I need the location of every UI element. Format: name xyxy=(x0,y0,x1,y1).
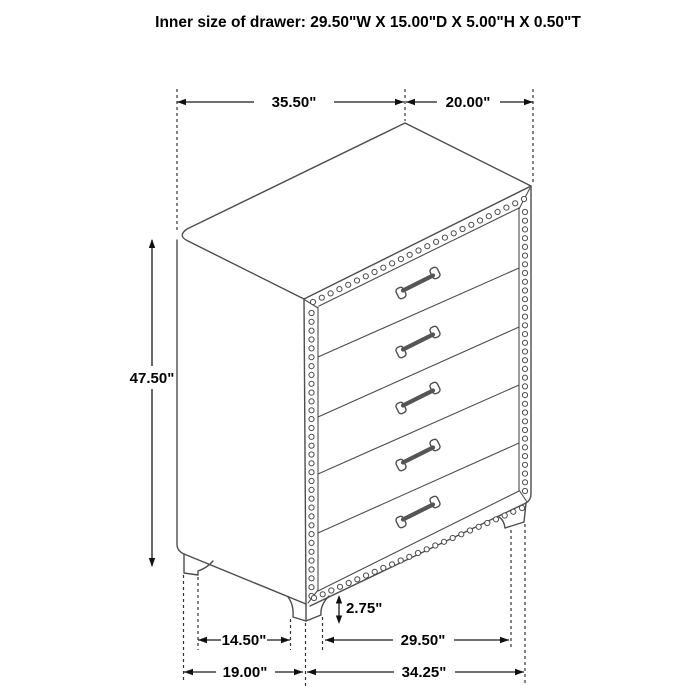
nailhead-icon xyxy=(309,514,314,519)
nailhead-icon xyxy=(495,209,500,214)
nailhead-icon xyxy=(522,209,527,214)
nailhead-icon xyxy=(381,265,386,270)
nailhead-icon xyxy=(309,337,314,342)
nailhead-icon xyxy=(398,558,403,563)
arrowhead-up-icon xyxy=(149,239,155,248)
nailhead-icon xyxy=(309,417,314,422)
nailhead-icon xyxy=(328,291,333,296)
nailhead-icon xyxy=(407,554,412,559)
drawer-handle xyxy=(395,495,441,528)
handle-bar-icon xyxy=(403,448,433,463)
nailhead-icon xyxy=(355,577,360,582)
arrowhead-left-icon xyxy=(198,637,207,643)
nailhead-icon xyxy=(309,540,314,545)
dim-label-top-width: 35.50" xyxy=(271,94,317,111)
arrowhead-right-icon xyxy=(524,99,533,105)
dim-top-depth xyxy=(406,94,533,111)
arrowhead-down-icon xyxy=(336,616,342,625)
nailhead-icon xyxy=(522,262,527,267)
left-leg xyxy=(184,554,213,575)
nailhead-icon xyxy=(522,375,527,380)
nailhead-icon xyxy=(309,523,314,528)
nailhead-icon xyxy=(433,543,438,548)
drawer-handle xyxy=(395,381,441,414)
dim-label-leg-gap-side: 14.50" xyxy=(221,632,267,649)
arrowhead-right-icon xyxy=(515,669,524,675)
nailhead-icon xyxy=(309,328,314,333)
nailhead-icon xyxy=(522,436,527,441)
drawer-handle xyxy=(395,266,441,299)
dim-floor-width xyxy=(307,664,524,681)
nailhead-icon xyxy=(502,513,507,518)
nailhead-icon xyxy=(407,252,412,257)
nailhead-icon xyxy=(329,588,334,593)
nailhead-icon xyxy=(522,454,527,459)
nailhead-icon xyxy=(337,584,342,589)
nailhead-icon xyxy=(522,445,527,450)
nailhead-icon xyxy=(522,314,527,319)
drawer-dividers xyxy=(318,268,519,533)
nailhead-icon xyxy=(522,349,527,354)
nailhead-icon xyxy=(522,218,527,223)
nailhead-icon xyxy=(354,278,359,283)
arrowhead-down-icon xyxy=(149,558,155,567)
arrowhead-left-icon xyxy=(177,99,186,105)
dim-label-leg-height: 2.75" xyxy=(346,600,383,617)
nailhead-icon xyxy=(309,496,314,501)
nailhead-icon xyxy=(521,196,526,201)
nailhead-icon xyxy=(522,253,527,258)
nailhead-icon xyxy=(309,470,314,475)
handle-bar-icon xyxy=(403,505,433,520)
dresser-body xyxy=(177,123,531,606)
nailhead-icon xyxy=(511,509,516,514)
nailhead-icon xyxy=(522,340,527,345)
nailhead-icon xyxy=(309,381,314,386)
nailhead-icon xyxy=(522,366,527,371)
dim-label-floor-width: 34.25" xyxy=(401,664,447,681)
nailhead-icon xyxy=(522,227,527,232)
nailhead-icon xyxy=(309,505,314,510)
nailhead-icon xyxy=(522,270,527,275)
nailhead-icon xyxy=(522,297,527,302)
handle-bar-icon xyxy=(403,335,433,350)
nailhead-icon xyxy=(522,236,527,241)
drawer-handle xyxy=(395,325,441,358)
nailhead-icon xyxy=(390,261,395,266)
nailhead-icon xyxy=(522,332,527,337)
nailhead-icon xyxy=(309,408,314,413)
nailhead-icon xyxy=(372,269,377,274)
dim-label-floor-depth: 19.00" xyxy=(222,664,268,681)
nailhead-icon xyxy=(372,569,377,574)
nailhead-icon xyxy=(434,239,439,244)
dim-label-top-depth: 20.00" xyxy=(445,94,491,111)
nailhead-icon xyxy=(363,274,368,279)
nailhead-icon xyxy=(309,487,314,492)
dim-label-leg-gap-front: 29.50" xyxy=(400,632,446,649)
nailhead-icon xyxy=(309,390,314,395)
nailhead-icon xyxy=(504,205,509,210)
arrowhead-right-icon xyxy=(294,669,303,675)
nailhead-icon xyxy=(522,419,527,424)
nailhead-icon xyxy=(309,399,314,404)
nailhead-icon xyxy=(519,505,524,510)
nailhead-icon xyxy=(522,279,527,284)
nailhead-icon xyxy=(389,562,394,567)
nailhead-icon xyxy=(467,528,472,533)
nailhead-icon xyxy=(522,462,527,467)
dim-top-width xyxy=(177,94,404,111)
nailhead-icon xyxy=(309,567,314,572)
nailhead-icon xyxy=(309,372,314,377)
top-face xyxy=(182,123,531,299)
nailhead-icon xyxy=(309,355,314,360)
nailhead-icon xyxy=(309,364,314,369)
nailhead-icon xyxy=(310,299,315,304)
arrowhead-left-icon xyxy=(325,637,334,643)
nailhead-icon xyxy=(309,478,314,483)
nailhead-icon xyxy=(320,592,325,597)
nailhead-icon xyxy=(469,222,474,227)
nailhead-icon xyxy=(398,257,403,262)
nailhead-icon xyxy=(522,471,527,476)
nailhead-icon xyxy=(309,425,314,430)
nailhead-icon xyxy=(441,539,446,544)
extension-lines xyxy=(177,89,533,688)
nailhead-icon xyxy=(513,201,518,206)
nailhead-icon xyxy=(476,524,481,529)
arrowhead-right-icon xyxy=(395,99,404,105)
arrowhead-left-icon xyxy=(307,669,316,675)
drawer-handle xyxy=(395,438,441,471)
nailhead-icon xyxy=(451,231,456,236)
nailhead-icon xyxy=(309,319,314,324)
nailhead-icon xyxy=(522,358,527,363)
nailhead-icon xyxy=(381,565,386,570)
nailhead-icon xyxy=(363,573,368,578)
arrowhead-right-icon xyxy=(500,637,509,643)
nailhead-icon xyxy=(415,550,420,555)
nailhead-icon xyxy=(309,558,314,563)
dim-leg-gap-side xyxy=(198,632,290,649)
nailhead-icon xyxy=(311,595,316,600)
nailhead-icon xyxy=(309,443,314,448)
handle-bar-icon xyxy=(403,276,433,291)
nailhead-icon xyxy=(459,532,464,537)
nailhead-icon xyxy=(450,535,455,540)
arrowhead-up-icon xyxy=(336,595,342,604)
nailhead-icon xyxy=(346,580,351,585)
arrowhead-left-icon xyxy=(184,669,193,675)
dim-leg-gap-front xyxy=(325,632,509,649)
nailhead-icon xyxy=(309,452,314,457)
nailhead-icon xyxy=(337,287,342,292)
nailhead-icon xyxy=(486,214,491,219)
nailhead-icon xyxy=(522,488,527,493)
nailhead-icon xyxy=(485,520,490,525)
diagram-title: Inner size of drawer: 29.50"W X 15.00"D X 5.00"H X 0.50"T xyxy=(155,14,581,31)
dim-floor-depth xyxy=(184,664,303,681)
front-left-corner-edge xyxy=(304,299,306,604)
arrowhead-right-icon xyxy=(281,637,290,643)
nailhead-icon xyxy=(522,384,527,389)
nailhead-icon xyxy=(522,305,527,310)
dim-leg-height xyxy=(336,595,383,624)
nailhead-icon xyxy=(309,461,314,466)
nailhead-icon xyxy=(522,288,527,293)
side-face-edge xyxy=(177,240,306,604)
nailhead-icon xyxy=(477,218,482,223)
nailhead-icon xyxy=(424,547,429,552)
nailhead-icon xyxy=(346,282,351,287)
nailhead-icon xyxy=(522,410,527,415)
nailhead-icon xyxy=(309,346,314,351)
nailhead-icon xyxy=(522,401,527,406)
nailhead-icon xyxy=(522,323,527,328)
dim-label-height: 47.50" xyxy=(129,370,175,387)
handle-bar-icon xyxy=(403,391,433,406)
nailhead-icon xyxy=(460,226,465,231)
nailhead-icon xyxy=(522,480,527,485)
nailhead-icon xyxy=(522,244,527,249)
nailhead-icon xyxy=(493,517,498,522)
nailhead-icon xyxy=(309,549,314,554)
nailhead-icon xyxy=(309,434,314,439)
nailhead-icon xyxy=(425,244,430,249)
nailhead-icon xyxy=(309,585,314,590)
nailhead-icon xyxy=(522,427,527,432)
nailhead-icon xyxy=(522,393,527,398)
nailhead-icon xyxy=(309,532,314,537)
dim-height xyxy=(130,239,175,567)
nailhead-icon xyxy=(319,295,324,300)
nailhead-icon xyxy=(442,235,447,240)
arrowhead-left-icon xyxy=(406,99,415,105)
nailhead-icon xyxy=(309,310,314,315)
nailhead-icon xyxy=(416,248,421,253)
dresser-drawing xyxy=(177,123,531,621)
nailhead-icon xyxy=(309,576,314,581)
